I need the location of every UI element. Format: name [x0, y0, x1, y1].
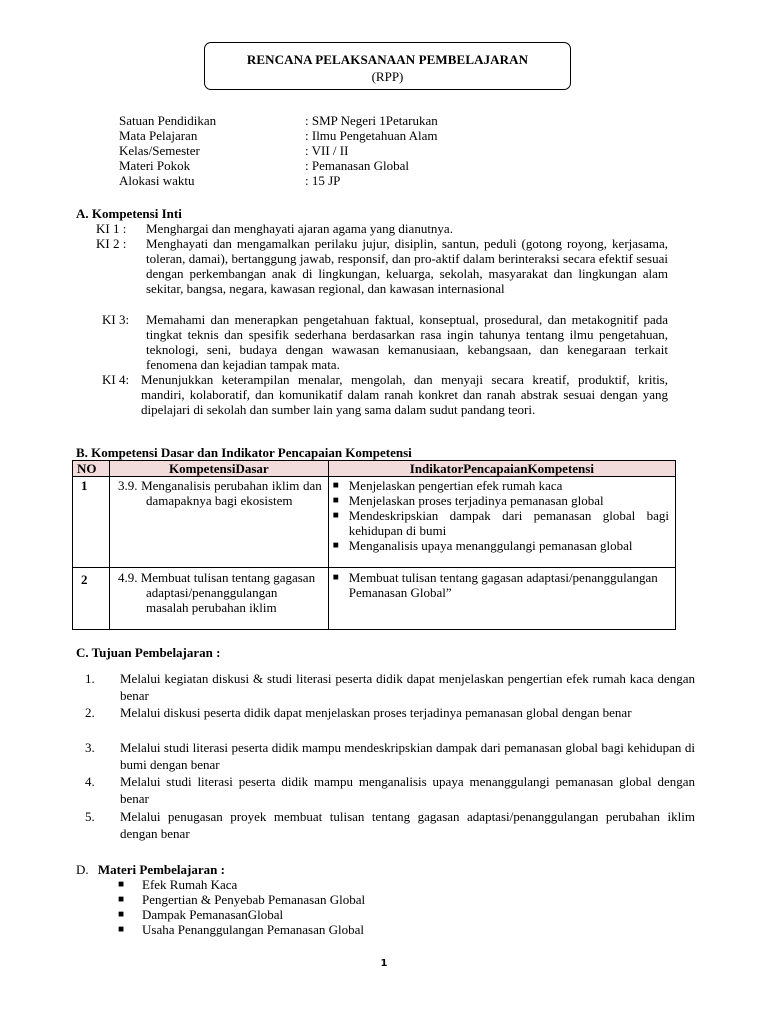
item-text: Efek Rumah Kaca [142, 877, 238, 892]
section-c-heading: C. Tujuan Pembelajaran : [76, 645, 221, 660]
kd-cell [109, 477, 328, 568]
ki4-text: Menunjukkan keterampilan menalar, mengolah, dan menyaji secara kreatif, produktif, kritis, mandiri, kolaboratif, dan komunikatif dalam ranah konkret dan ranah abstrak sesuai dengan yang dipelajari di sekolah dan sumber lain yang sama dalam sudut pandang teori. [141, 372, 668, 417]
identity-value: : Pemanasan Global [305, 158, 409, 173]
section-d-heading: Materi Pembelajaran : [97, 862, 225, 877]
ki1-text: Menghargai dan menghayati ajaran agama yang dianutnya. [146, 221, 453, 236]
square-bullet-icon: ■ [332, 480, 339, 491]
row-no: 2 [81, 572, 88, 587]
document-title: RENCANA PELAKSANAAN PEMBELAJARAN [246, 52, 529, 67]
table-header-row [73, 461, 676, 477]
item-text: Usaha Penanggulangan Pemanasan Global [142, 922, 365, 937]
document-subtitle: (RPP) [371, 69, 404, 84]
ki3-text: Memahami dan menerapkan pengetahuan faktual, konseptual, prosedural, dan metakognitif pada tingkat teknis dan spesifik sederhana berdasarkan rasa ingin tahunya tentang ilmu pengetahuan, teknologi, seni, budaya dengan wawasan kemanusiaan, kebangsaan, dan kenegaraan terkait fenomena dan kejadian tampak mata. [146, 312, 668, 372]
ki2-text: Menghayati dan mengamalkan perilaku jujur, disiplin, santun, peduli (gotong royong, kerjasama, toleran, damai), bertanggung jawab, responsif, dan pro-aktif dalam berinteraksi secara efektif sesuai dengan perkembangan anak di lingkungan, keluarga, sekolah, masyarakat dan lingkungan alam sekitar, bangsa, negara, kawasan regional, dan kawasan internasional [146, 236, 668, 296]
kd-text: 3.9. Menganalisis perubahan iklim dan damapaknya bagi ekosistem [117, 478, 322, 508]
ki4-label: KI 4: [102, 372, 130, 387]
kd-cell [109, 568, 328, 630]
row-no: 1 [81, 478, 88, 493]
square-bullet-icon: ■ [332, 572, 339, 583]
header-indicator: IndikatorPencapaianKompetensi [328, 461, 675, 477]
indicator-cell [328, 568, 675, 630]
header-no: NO [73, 461, 110, 477]
item-number: 5. [85, 809, 95, 824]
ki1-label: KI 1 : [96, 221, 127, 236]
indicator-item [329, 478, 669, 493]
indicator-list [329, 570, 669, 600]
table-row [73, 568, 676, 630]
section-d-heading-wrap [76, 862, 225, 878]
identity-label: Alokasi waktu [119, 173, 195, 188]
indicator-text: Mendeskripskian dampak dari pemanasan global bagi kehidupan di bumi [348, 508, 669, 538]
kd-text: 4.9. Membuat tulisan tentang gagasan adaptasi/penanggulangan masalah perubahan iklim [117, 570, 316, 615]
row-no-cell [73, 568, 110, 630]
header-kd: KompetensiDasar [109, 461, 328, 477]
square-bullet-icon: ■ [118, 909, 125, 920]
indicator-item [329, 570, 669, 600]
item-text: Melalui penugasan proyek membuat tulisan tentang gagasan adaptasi/penanggulangan perubahan iklim dengan benar [120, 809, 695, 841]
section-b-heading: B. Kompetensi Dasar dan Indikator Pencapaian Kompetensi [76, 445, 412, 460]
square-bullet-icon: ■ [332, 540, 339, 551]
ki2-label: KI 2 : [96, 236, 127, 251]
identity-value: : 15 JP [305, 173, 341, 188]
section-a-heading: A. Kompetensi Inti [76, 206, 182, 221]
indicator-cell [328, 477, 675, 568]
indicator-item [329, 538, 669, 553]
indicator-text: Membuat tulisan tentang gagasan adaptasi/penanggulangan Pemanasan Global” [348, 570, 658, 600]
page-number: 1 [380, 958, 388, 969]
square-bullet-icon: ■ [332, 495, 339, 506]
indicator-text: Menjelaskan pengertian efek rumah kaca [348, 478, 563, 493]
identity-label: Kelas/Semester [119, 143, 200, 158]
identity-label: Materi Pokok [119, 158, 191, 173]
identity-label: Satuan Pendidikan [119, 113, 217, 128]
item-text: Melalui studi literasi peserta didik mampu mendeskripskian dampak dari pemanasan global bagi kehidupan di bumi dengan benar [120, 740, 695, 772]
ki3-label: KI 3: [102, 312, 130, 327]
item-number: 4. [85, 774, 95, 789]
indicator-text: Menganalisis upaya menanggulangi pemanasan global [348, 538, 633, 553]
item-text: Pengertian & Penyebab Pemanasan Global [142, 892, 366, 907]
identity-value: : VII / II [305, 143, 349, 158]
item-number: 2. [85, 705, 95, 720]
item-text: Melalui studi literasi peserta didik mampu menganalisis upaya menanggulangi pemanasan global dengan benar [120, 774, 695, 806]
item-text: Dampak PemanasanGlobal [142, 907, 284, 922]
indicator-item [329, 508, 669, 538]
item-text: Melalui diskusi peserta didik dapat menjelaskan proses terjadinya pemanasan global dengan benar [120, 705, 632, 720]
item-number: 1. [85, 671, 95, 686]
square-bullet-icon: ■ [118, 894, 125, 905]
ki4-block [141, 372, 668, 417]
row-no-cell [73, 477, 110, 568]
item-text: Melalui kegiatan diskusi & studi literasi peserta didik dapat menjelaskan pengertian efek rumah kaca dengan benar [120, 671, 695, 703]
identity-value: : Ilmu Pengetahuan Alam [305, 128, 438, 143]
document-title-box [204, 42, 571, 90]
competency-table [72, 460, 676, 630]
identity-value: : SMP Negeri 1Petarukan [305, 113, 438, 128]
section-d-letter: D. [76, 862, 89, 877]
item-number: 3. [85, 740, 95, 755]
identity-label: Mata Pelajaran [119, 128, 198, 143]
square-bullet-icon: ■ [118, 924, 125, 935]
square-bullet-icon: ■ [118, 879, 125, 890]
table-row [73, 477, 676, 568]
indicator-item [329, 493, 669, 508]
indicator-list [329, 478, 669, 553]
indicator-text: Menjelaskan proses terjadinya pemanasan global [348, 493, 604, 508]
square-bullet-icon: ■ [332, 510, 339, 521]
